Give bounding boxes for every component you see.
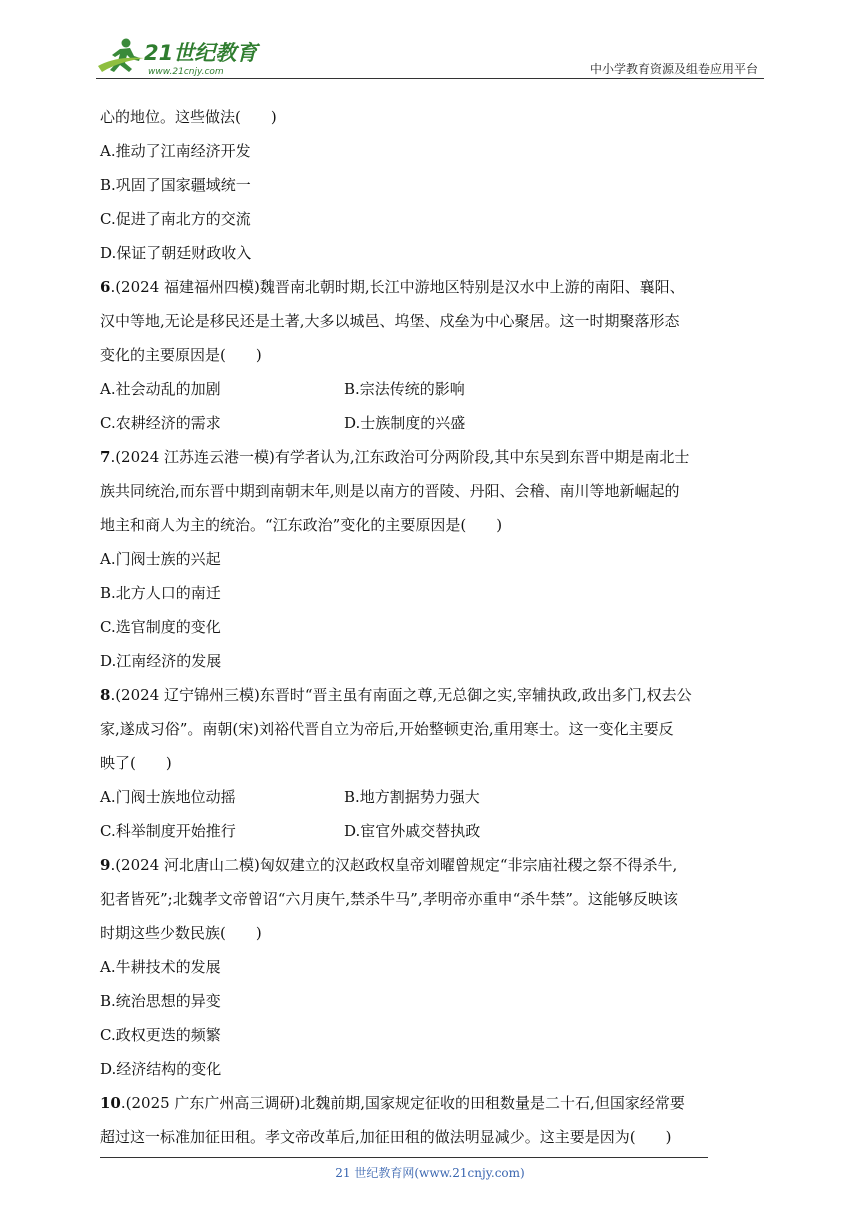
q6-options-row-1 [100,372,766,406]
q9-option-c: C.政权更迭的频繁 [100,1026,221,1044]
q10-stem-line-2: 超过这一标准加征田租。孝文帝改革后,加征田租的做法明显减少。这主要是因为( ) [100,1128,672,1146]
header-divider [96,78,764,79]
q6-option-c: C.农耕经济的需求 [100,414,221,432]
q5-stem-tail: 心的地位。这些做法( ) [100,108,277,126]
q6-option-b: B.宗法传统的影响 [344,380,465,398]
q8-options-row-2 [100,814,766,848]
q7-number: 7 [100,448,111,466]
q6-stem-line-1 [100,270,766,304]
q8-stem-text-1: .(2024 辽宁锦州三模)东晋时“晋主虽有南面之尊,无总御之实,宰辅执政,政出多门,权去公 [110,686,692,704]
q7-option-c: C.选官制度的变化 [100,618,221,636]
q9-stem-line-3: 时期这些少数民族( ) [100,924,262,942]
runner-icon [98,39,144,73]
q5-option-c: C.促进了南北方的交流 [100,210,251,228]
q6-stem-text-1: .(2024 福建福州四模)魏晋南北朝时期,长江中游地区特别是汉水中上游的南阳、襄阳、 [110,278,685,296]
q10-stem-text-1: .(2025 广东广州高三调研)北魏前期,国家规定征收的田租数量是二十石,但国家经常要 [120,1094,685,1112]
q8-options-row-1 [100,780,766,814]
q7-stem-text-1: .(2024 江苏连云港一模)有学者认为,江东政治可分两阶段,其中东吴到东晋中期是南北士 [110,448,690,466]
footer-link[interactable]: 21 世纪教育网(www.21cnjy.com) [335,1166,525,1180]
q6-options-row-2 [100,406,766,440]
q7-option-a: A.门阀士族的兴起 [100,550,221,568]
q8-stem-line-1 [100,678,766,712]
page-header [96,34,764,82]
logo-text: 21世纪教育 [144,41,258,65]
q9-number: 9 [100,856,111,874]
q8-stem-line-3: 映了( ) [100,754,172,772]
q5-option-d: D.保证了朝廷财政收入 [100,244,252,262]
q7-stem-line-2: 族共同统治,而东晋中期到南朝末年,则是以南方的晋陵、丹阳、会稽、南川等地新崛起的 [100,482,680,500]
q10-stem-line-1 [100,1086,766,1120]
q8-option-c: C.科举制度开始推行 [100,822,236,840]
q5-option-a: A.推动了江南经济开发 [100,142,251,160]
q6-option-a: A.社会动乱的加剧 [100,380,221,398]
q7-stem-line-3: 地主和商人为主的统治。“江东政治”变化的主要原因是( ) [100,516,503,534]
q10-number: 10 [100,1094,121,1112]
platform-label: 中小学教育资源及组卷应用平台 [589,62,758,76]
q9-stem-line-2: 犯者皆死”;北魏孝文帝曾诏“六月庚午,禁杀牛马”,孝明帝亦重申“杀牛禁”。这能够反映该 [100,890,678,908]
q6-stem-line-3: 变化的主要原因是( ) [100,346,262,364]
q7-stem-line-1 [100,440,766,474]
q9-stem-line-1 [100,848,766,882]
q7-option-b: B.北方人口的南迁 [100,584,221,602]
q7-option-d: D.江南经济的发展 [100,652,222,670]
q9-option-a: A.牛耕技术的发展 [100,958,221,976]
q8-option-a: A.门阀士族地位动摇 [100,788,236,806]
question-content [100,100,766,1154]
q6-option-d: D.士族制度的兴盛 [344,414,466,432]
q6-number: 6 [100,278,111,296]
q8-option-b: B.地方割据势力强大 [344,788,480,806]
footer-divider [100,1157,708,1158]
q8-number: 8 [100,686,111,704]
q9-option-d: D.经济结构的变化 [100,1060,222,1078]
q9-option-b: B.统治思想的异变 [100,992,221,1010]
logo-url: www.21cnjy.com [148,67,224,77]
q9-stem-text-1: .(2024 河北唐山二模)匈奴建立的汉赵政权皇帝刘曜曾规定“非宗庙社稷之祭不得杀牛, [110,856,678,874]
q5-option-b: B.巩固了国家疆域统一 [100,176,251,194]
q8-option-d: D.宦官外戚交替执政 [344,822,481,840]
logo [96,34,266,80]
q6-stem-line-2: 汉中等地,无论是移民还是土著,大多以城邑、坞堡、戍垒为中心聚居。这一时期聚落形态 [100,312,680,330]
q8-stem-line-2: 家,遂成习俗”。南朝(宋)刘裕代晋自立为帝后,开始整顿吏治,重用寒士。这一变化主要反 [100,720,674,738]
